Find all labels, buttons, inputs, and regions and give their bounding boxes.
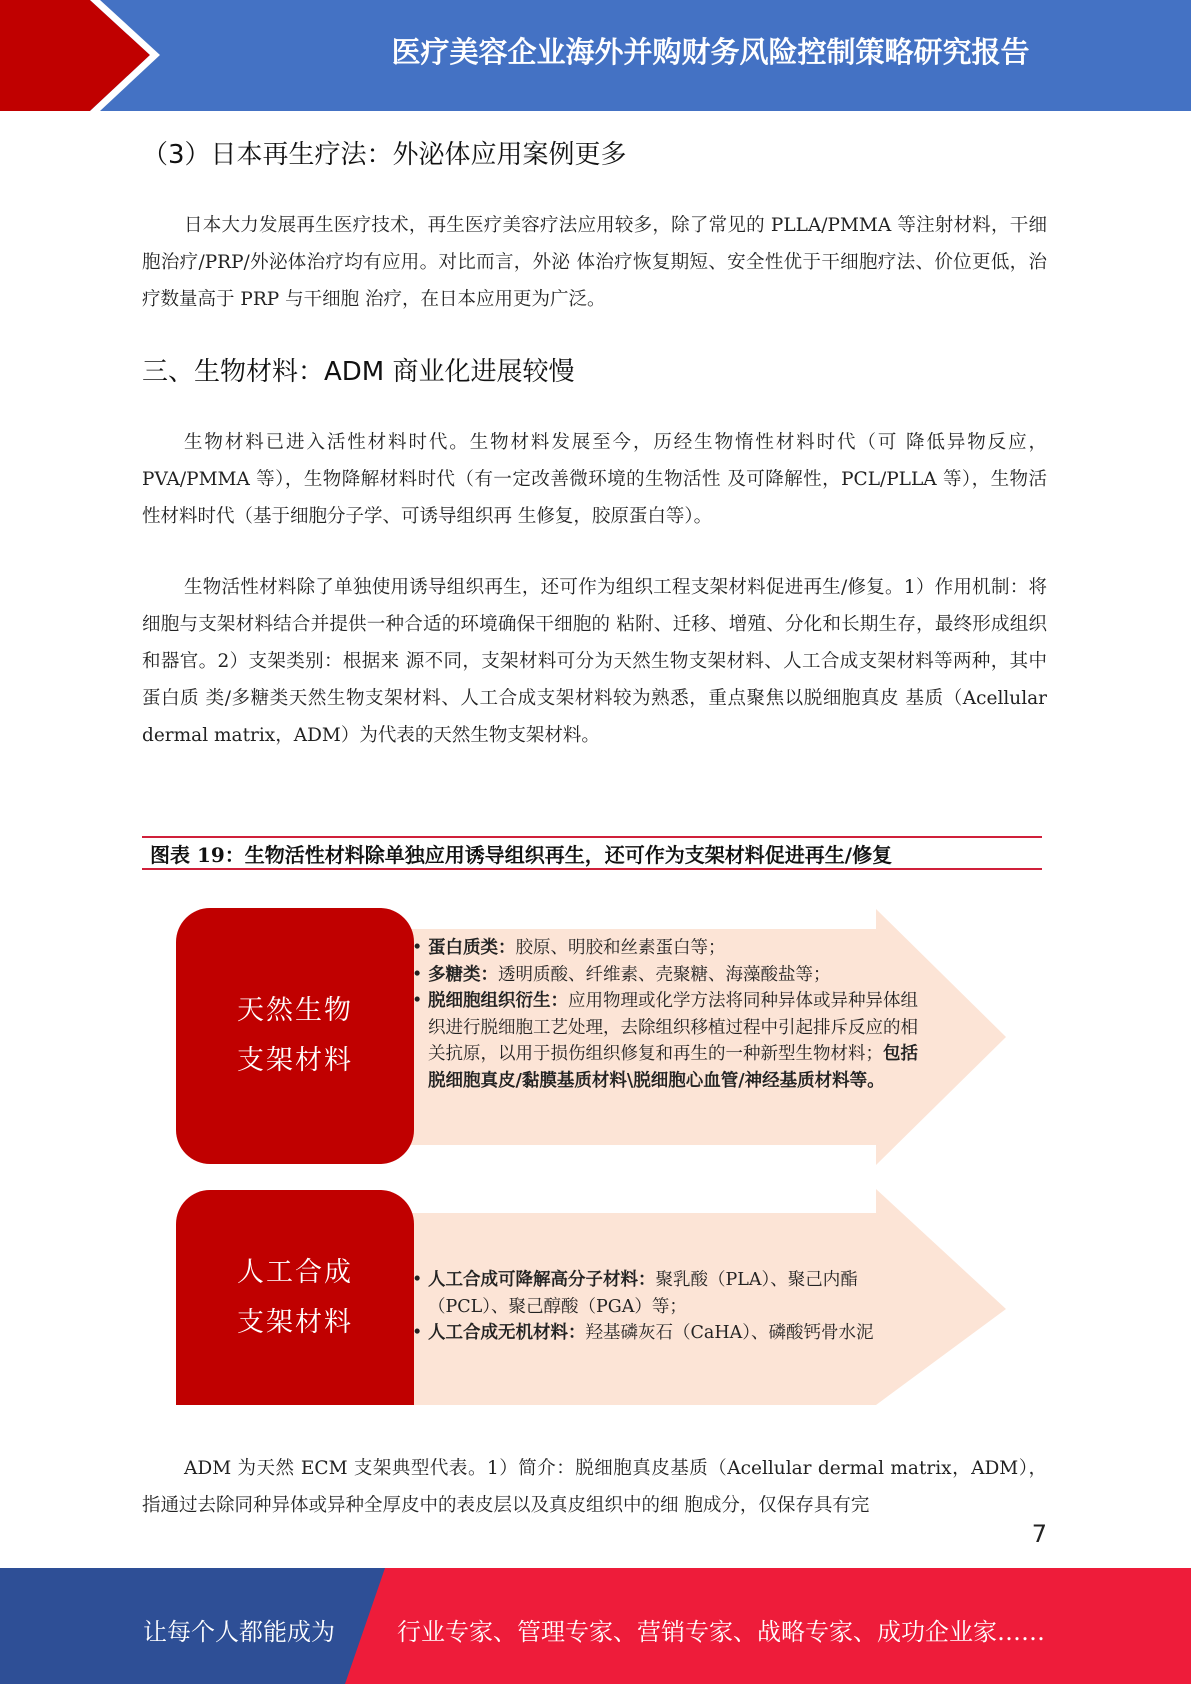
figure-caption: 图表 19：生物活性材料除单独应用诱导组织再生，还可作为支架材料促进再生/修复 <box>142 836 1042 870</box>
section-heading-biomaterials: 三、生物材料：ADM 商业化进展较慢 <box>142 357 575 387</box>
synthetic-title-line2: 支架材料 <box>237 1306 353 1338</box>
synthetic-bullet-list <box>412 1267 912 1347</box>
page-footer <box>0 1568 1191 1684</box>
page-number: 7 <box>1031 1520 1047 1548</box>
natural-bullet-list <box>412 935 932 1094</box>
footer-slogan-right: 行业专家、管理专家、营销专家、战略专家、成功企业家…… <box>397 1618 1045 1646</box>
natural-title-line2: 支架材料 <box>237 1045 353 1076</box>
paragraph-biomaterials-2: 生物活性材料除了单独使用诱导组织再生，还可作为组织工程支架材料促进再生/修复。1）作用机制：将细胞与支架材料结合并提供一种合适的环境确保干细胞的 粘附、迁移、增殖、分化和长期生存，最终形成组织和器官。2）支架类别：根据来 源不同，支架材料可分为天然生物支架材料、人工合成支架材料等两种，其中蛋白质 类/多糖类天然生物支架材料、人工合成支架材料较为熟悉，重点聚焦以脱细胞真皮 基质（Acellular dermal matrix，ADM）为代表的天然生物支架材料。 <box>142 577 1047 746</box>
list-item: • 多糖类：透明质酸、纤维素、壳聚糖、海藻酸盐等； <box>412 962 932 989</box>
list-item: • 脱细胞组织衍生：应用物理或化学方法将同种异体或异种异体组织进行脱细胞工艺处理，去除组织移植过程中引起排斥反应的相关抗原，以用于损伤组织修复和再生的一种新型生物材料；包括脱细胞真皮/黏膜基质材料\脱细胞心血管/神经基质材料等。 <box>412 988 932 1094</box>
list-item: • 人工合成无机材料：羟基磷灰石（CaHA）、磷酸钙骨水泥 <box>412 1320 912 1347</box>
list-item: • 蛋白质类：胶原、明胶和丝素蛋白等； <box>412 935 932 962</box>
header-title: 医疗美容企业海外并购财务风险控制策略研究报告 <box>391 35 1030 69</box>
page-header <box>0 0 1191 111</box>
footer-slogan-left: 让每个人都能成为 <box>143 1618 335 1646</box>
synthetic-title-line1: 人工合成 <box>237 1256 353 1288</box>
paragraph-adm: ADM 为天然 ECM 支架典型代表。1）简介：脱细胞真皮基质（Acellular dermal matrix，ADM），指通过去除同种异体或异种全厚皮中的表皮层以及真皮组织中的细 胞成分，仅保存具有完 <box>142 1458 1047 1516</box>
paragraph-japan: 日本大力发展再生医疗技术，再生医疗美容疗法应用较多，除了常见的 PLLA/PMMA 等注射材料，干细胞治疗/PRP/外泌体治疗均有应用。对比而言，外泌 体治疗恢复期短、安全性优于干细胞疗法、价位更低，治疗数量高于 PRP 与干细胞 治疗，在日本应用更为广泛。 <box>142 215 1047 310</box>
section-heading-japan: （3）日本再生疗法：外泌体应用案例更多 <box>142 140 627 170</box>
natural-scaffold-box <box>176 908 414 1164</box>
paragraph-biomaterials-1: 生物材料已进入活性材料时代。生物材料发展至今，历经生物惰性材料时代（可 降低异物反应，PVA/PMMA 等），生物降解材料时代（有一定改善微环境的生物活性 及可降解性，PCL/PLLA 等），生物活性材料时代（基于细胞分子学、可诱导组织再 生修复，胶原蛋白等）。 <box>142 432 1047 527</box>
synthetic-scaffold-box <box>176 1190 414 1405</box>
list-item: • 人工合成可降解高分子材料：聚乳酸（PLA）、聚己内酯（PCL）、聚己醇酸（PGA）等； <box>412 1267 912 1320</box>
natural-title-line1: 天然生物 <box>237 995 353 1026</box>
scaffold-diagram <box>176 905 1026 1405</box>
